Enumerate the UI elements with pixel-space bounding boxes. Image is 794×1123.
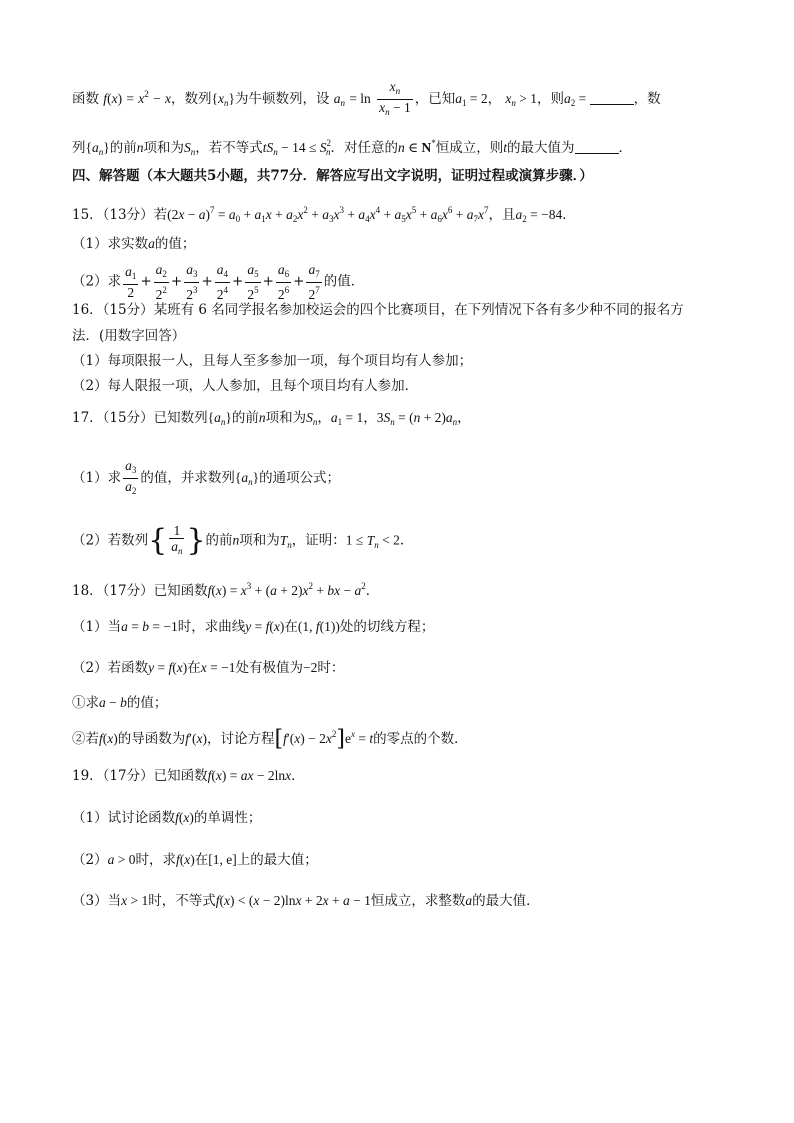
text: ①求 (72, 695, 99, 711)
text: 的值； (126, 695, 168, 711)
text: 17．（15分）已知数列 (72, 410, 208, 426)
text: （1）求实数 (72, 236, 149, 252)
text: 为牛顿数列，设 (234, 91, 330, 107)
text: 恒成立，则 (435, 140, 504, 156)
text: 在 (284, 619, 298, 635)
question-19-part2: （2）a > 0时，求f(x)在[1, e]上的最大值； (72, 852, 318, 868)
question-17: 17．（15分）已知数列$\{a_n\}$的前n项和为$S_n$，$a_1 = 1$，$3S_n = (n + 2)a_n$， (72, 410, 471, 427)
problem14-line2: 列$\{a_n\}$的前n项和为$S_n$，若不等式$tS_n - 14 \le S^2_n$．对任意的n ∈ N*恒成立，则t的最大值为 ． (72, 138, 633, 157)
question-18-sub2: ②若f(x)的导函数为f′(x)，讨论方程$[f'(x) - 2x^2]e^x = t$的零点的个数． (72, 726, 468, 752)
text: ，则 (537, 91, 565, 107)
question-15-part2: （2）求 $\frac{a_1}{2}$ + $\frac{a_2}{2^2}$ + $\frac{a_3}{2^3}$ + $\frac{a_4}{2^4}$ + $\frac{a_5}{2^5}$ + $\frac{a_6}{2^6}$ + $\frac{a_7}{2^7}$ 的值． (72, 262, 365, 302)
text: 在 (194, 852, 209, 868)
question-16-line2: 法．(用数字回答） (72, 328, 186, 344)
question-17-part2: （2）若数列{ $\frac{1}{a_n}$ }的前n项和为$T_n$，证明：$1 \le T_n < 2$． (72, 523, 414, 558)
question-19-part3: （3）当x > 1时，不等式f(x) < (x − 2)lnx + 2x + a − 1恒成立，求整数a的最大值． (72, 893, 540, 909)
text: （3）当 (72, 893, 122, 909)
text: ，证明： (291, 532, 346, 549)
text: 的最大值为 (507, 140, 575, 156)
text: 的最大值． (472, 893, 540, 909)
question-15-part1: （1）求实数a的值； (72, 236, 196, 252)
section-heading: 四、解答题（本大题共5小题，共77分．解答应写出文字说明，证明过程或演算步骤．） (72, 168, 593, 184)
answer-blank (590, 90, 634, 105)
answer-blank (575, 139, 619, 154)
text: ，数 (633, 91, 661, 107)
text: 处的切线方程； (339, 619, 435, 635)
question-16-part1: （1）每项限报一人，且每人至多参加一项，每个项目均有人参加； (72, 353, 473, 369)
text: 列 (72, 140, 86, 156)
text: 的值． (323, 273, 365, 290)
text: 18．（17分）已知函数 (72, 583, 208, 599)
text: 时： (317, 660, 345, 676)
text: 的值，并求数列 (140, 470, 235, 486)
text: 15．（13分）若 (72, 207, 168, 223)
text: 函数 (72, 91, 99, 107)
text: ，若不等式 (195, 140, 263, 156)
text: ，且 (488, 207, 516, 223)
text: ． (618, 140, 633, 156)
text: ，讨论方程 (206, 731, 275, 747)
question-16-part2: （2）每人限报一项，人人参加，且每个项目均有人参加． (72, 378, 419, 394)
text: （2）求 (72, 273, 122, 290)
question-19-part1: （1）试讨论函数f(x)的单调性； (72, 810, 262, 826)
text: 的导函数为 (117, 731, 186, 747)
question-16-line1: 16．（15分）某班有 6 名同学报名参加校运会的四个比赛项目，在下列情况下各有多少种不同的报名方 (72, 302, 684, 318)
question-17-part1: （1）求 $\frac{a_3}{a_2}$ 的值，并求数列$\{a_n\}$的通项公式； (72, 458, 341, 496)
text: 的单调性； (193, 810, 262, 826)
text: 的前 (231, 410, 259, 426)
text: 上的最大值； (236, 852, 318, 868)
text: 时，不等式 (148, 893, 216, 909)
text: 的值； (154, 236, 196, 252)
text: 在 (187, 660, 201, 676)
problem14-line1: 函数 $f(x) = x^2 - x$，数列$\{x_n\}$为牛顿数列，设 $a_n = \ln$ $\frac{x_n}{x_n - 1}$ ，已知$a_1 = 2$， $x_n > 1$，则$a_2$ = ，数 (72, 79, 661, 117)
text: （2）若函数 (72, 660, 149, 676)
text: ．对任意的 (330, 140, 399, 156)
question-18: 18．（17分）已知函数$f(x) = x^3 + (a + 2)x^2$ + bx − $a^2$． (72, 581, 380, 599)
text: 的通项公式； (259, 470, 341, 486)
text: 的零点的个数． (373, 731, 468, 747)
text: ，已知 (414, 91, 456, 107)
text: 19．（17分）已知函数 (72, 768, 208, 784)
question-18-sub1: ①求a − b的值； (72, 695, 168, 711)
text: 的前 (205, 532, 233, 549)
question-18-part1: （1）当a = b = −1时，求曲线y = f(x)在(1, f(1))处的切线方程； (72, 619, 435, 635)
text: ，数列 (171, 91, 212, 107)
question-18-part2: （2）若函数y = f(x)在x = −1处有极值为−2时： (72, 660, 345, 676)
text: ②若 (72, 731, 99, 747)
text: （1）当 (72, 619, 122, 635)
text: 时，求 (135, 852, 176, 868)
text: 的前 (109, 140, 137, 156)
text: 恒成立，求整数 (370, 893, 466, 909)
text: （1）试讨论函数 (72, 810, 176, 826)
text: 项和为 (143, 140, 184, 156)
text: 时，求曲线 (177, 619, 246, 635)
text: 项和为 (239, 532, 280, 549)
text: （1）求 (72, 470, 122, 486)
text: 处有极值为 (235, 660, 303, 676)
question-19: 19．（17分）已知函数f(x) = ax − 2lnx． (72, 768, 305, 784)
text: （2） (72, 852, 108, 868)
question-15: 15．（13分）若$(2x - a)^7 = a_0 + a_1x + a_2x^2 + a_3x^3 + a_4x^4 + a_5x^5 + a_6x^6 + a_7x^7$，且$a_2 = -84$． (72, 205, 576, 224)
text: ． (562, 207, 576, 223)
text: （2）若数列 (72, 532, 149, 549)
text: 项和为 (265, 410, 307, 426)
